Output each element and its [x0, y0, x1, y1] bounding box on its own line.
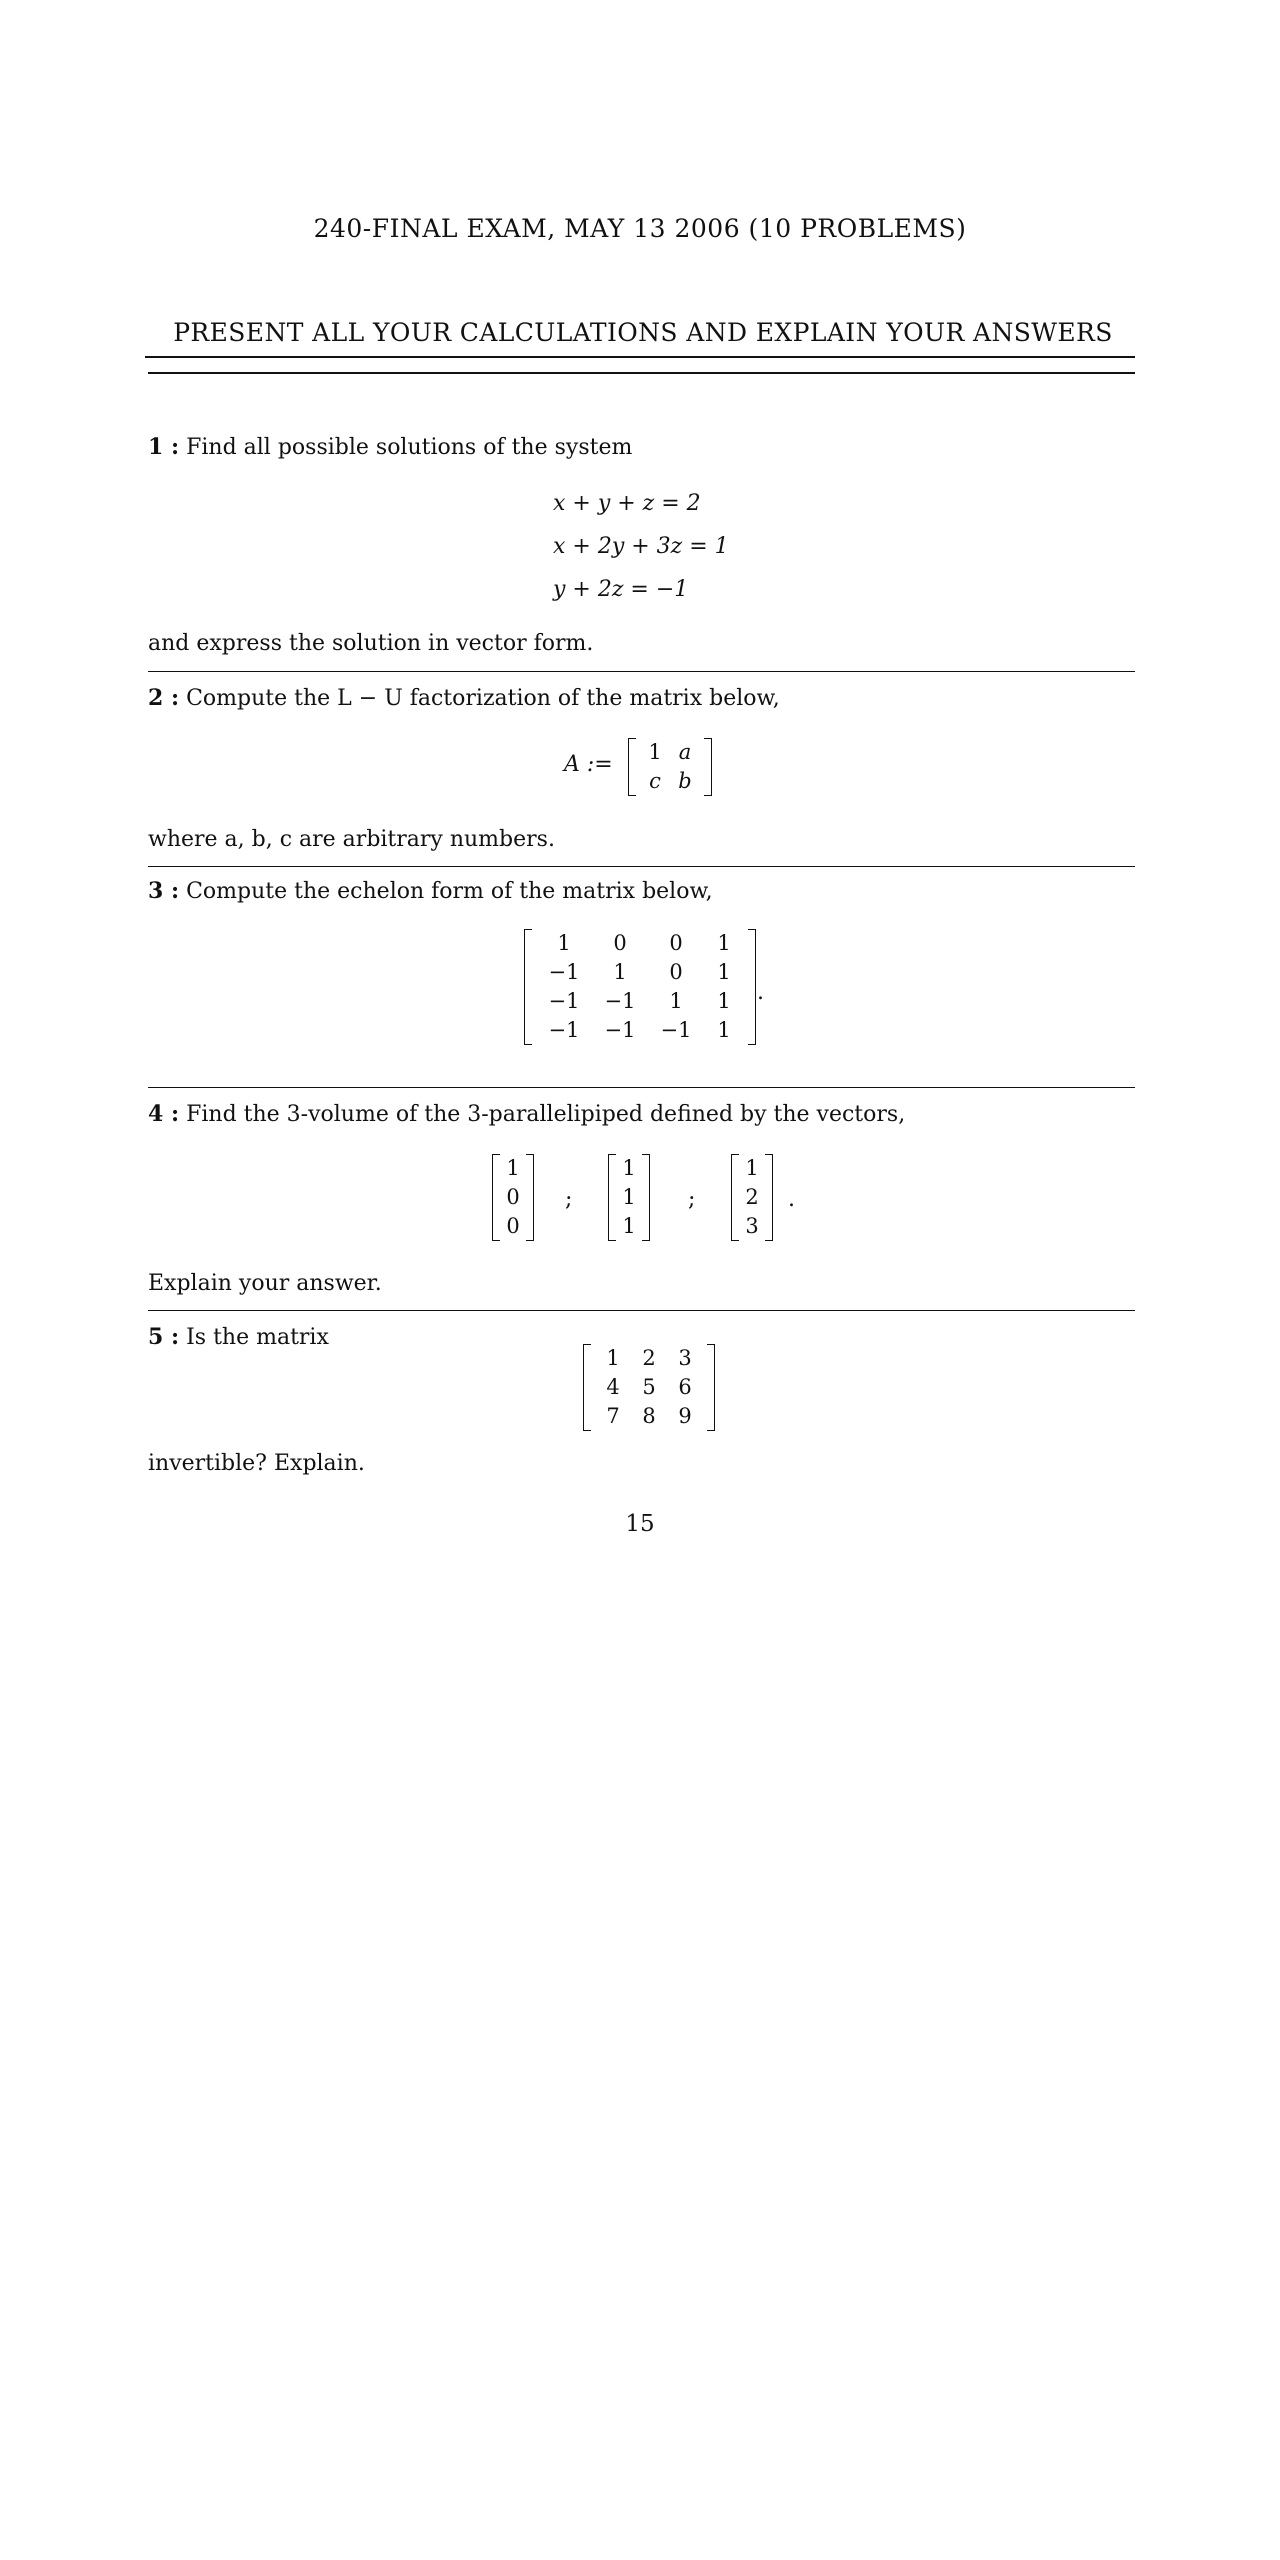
- vector-2-cells: [616, 1154, 642, 1241]
- divider-4: [148, 1310, 1135, 1311]
- problem-3-matrix: [524, 929, 756, 1045]
- problem-5-matrix-cells: [591, 1344, 707, 1431]
- problem-5-matrix: [583, 1344, 715, 1431]
- problem-5-number: 5 :: [148, 1324, 180, 1350]
- exam-instructions: PRESENT ALL YOUR CALCULATIONS AND EXPLAIN YOUR ANSWERS: [173, 318, 1113, 347]
- matrix-cell: −1: [548, 1018, 580, 1042]
- problem-2-matrix-label: A :=: [564, 752, 613, 777]
- right-bracket: [765, 1154, 773, 1241]
- right-bracket: [704, 738, 712, 796]
- vector-separator-2: ;: [688, 1187, 696, 1212]
- matrix-cell: 0: [669, 931, 683, 955]
- problem-3-prompt: Compute the echelon form of the matrix below,: [186, 879, 713, 904]
- problem-1-equation-2: x + 2y + 3z = 1: [553, 534, 729, 559]
- left-bracket: [492, 1154, 500, 1241]
- vector-entry: 1: [745, 1156, 759, 1180]
- problem-1-equation-1: x + y + z = 2: [553, 491, 701, 516]
- matrix-cell: 0: [613, 931, 627, 955]
- problem-3-prompt-line: [148, 878, 713, 904]
- problem-4-prompt: Find the 3-volume of the 3-parallelipiped defined by the vectors,: [186, 1102, 906, 1127]
- problem-4-prompt-line: [148, 1101, 905, 1127]
- matrix-cell: −1: [548, 960, 580, 984]
- problem-1-closing: and express the solution in vector form.: [148, 631, 594, 656]
- vector-entry: 1: [622, 1185, 636, 1209]
- problem-4-trailing-period: .: [788, 1187, 795, 1212]
- matrix-cell: 1: [613, 960, 627, 984]
- problem-2-prompt-line: [148, 685, 780, 711]
- problem-1-number: 1 :: [148, 434, 180, 460]
- page-number: 15: [625, 1511, 655, 1537]
- problem-1-prompt-line: [148, 434, 632, 460]
- problem-2-prompt: Compute the L − U factorization of the matrix below,: [186, 686, 780, 711]
- matrix-cell: 1: [648, 740, 662, 764]
- vector-entry: 1: [622, 1214, 636, 1238]
- matrix-cell: c: [649, 769, 661, 793]
- matrix-cell: 6: [678, 1375, 692, 1399]
- matrix-cell: 0: [669, 960, 683, 984]
- problem-3-matrix-cells: [532, 929, 748, 1045]
- matrix-cell: a: [678, 740, 692, 764]
- matrix-cell: −1: [604, 1018, 636, 1042]
- problem-3-trailing-period: .: [757, 980, 764, 1005]
- matrix-cell: 7: [606, 1404, 620, 1428]
- problem-4-vector-2: [608, 1154, 650, 1241]
- vector-1-cells: [500, 1154, 526, 1241]
- problem-5-closing: invertible? Explain.: [148, 1451, 365, 1476]
- vector-entry: 3: [745, 1214, 759, 1238]
- left-bracket: [524, 929, 532, 1045]
- vector-3-cells: [739, 1154, 765, 1241]
- right-bracket: [748, 929, 756, 1045]
- matrix-cell: 1: [557, 931, 571, 955]
- left-bracket: [628, 738, 636, 796]
- header-rule-1: [145, 356, 1135, 358]
- problem-1-prompt: Find all possible solutions of the system: [186, 435, 633, 460]
- right-bracket: [526, 1154, 534, 1241]
- matrix-cell: 1: [717, 931, 731, 955]
- problem-5-prompt-line: [148, 1324, 329, 1350]
- left-bracket: [731, 1154, 739, 1241]
- problem-4-number: 4 :: [148, 1101, 180, 1127]
- vector-entry: 1: [506, 1156, 520, 1180]
- matrix-cell: b: [678, 769, 692, 793]
- problem-5-prompt: Is the matrix: [186, 1325, 329, 1350]
- matrix-cell: 3: [678, 1346, 692, 1370]
- divider-2: [148, 866, 1135, 867]
- problem-2-closing: where a, b, c are arbitrary numbers.: [148, 827, 555, 852]
- problem-4-closing: Explain your answer.: [148, 1271, 382, 1296]
- divider-1: [148, 671, 1135, 672]
- problem-4-vector-1: [492, 1154, 534, 1241]
- vector-separator-1: ;: [565, 1187, 573, 1212]
- left-bracket: [608, 1154, 616, 1241]
- matrix-cell: 1: [717, 960, 731, 984]
- problem-3-number: 3 :: [148, 878, 180, 904]
- matrix-cell: 2: [642, 1346, 656, 1370]
- matrix-cell: 9: [678, 1404, 692, 1428]
- problem-2-matrix: [628, 738, 712, 796]
- vector-entry: 2: [745, 1185, 759, 1209]
- matrix-cell: 1: [717, 1018, 731, 1042]
- right-bracket: [707, 1344, 715, 1431]
- problem-1-equation-3: y + 2z = −1: [553, 577, 689, 602]
- matrix-cell: −1: [604, 989, 636, 1013]
- matrix-cell: −1: [548, 989, 580, 1013]
- exam-title: 240-FINAL EXAM, MAY 13 2006 (10 PROBLEMS): [313, 214, 967, 243]
- problem-4-vector-3: [731, 1154, 773, 1241]
- header-rule-2: [148, 372, 1135, 374]
- divider-3: [148, 1087, 1135, 1088]
- matrix-cell: −1: [660, 1018, 692, 1042]
- matrix-cell: 1: [717, 989, 731, 1013]
- vector-entry: 0: [506, 1185, 520, 1209]
- vector-entry: 1: [622, 1156, 636, 1180]
- matrix-cell: 1: [606, 1346, 620, 1370]
- problem-2-matrix-cells: [636, 738, 704, 796]
- matrix-cell: 4: [606, 1375, 620, 1399]
- right-bracket: [642, 1154, 650, 1241]
- matrix-cell: 1: [669, 989, 683, 1013]
- problem-2-number: 2 :: [148, 685, 180, 711]
- matrix-cell: 5: [642, 1375, 656, 1399]
- matrix-cell: 8: [642, 1404, 656, 1428]
- left-bracket: [583, 1344, 591, 1431]
- vector-entry: 0: [506, 1214, 520, 1238]
